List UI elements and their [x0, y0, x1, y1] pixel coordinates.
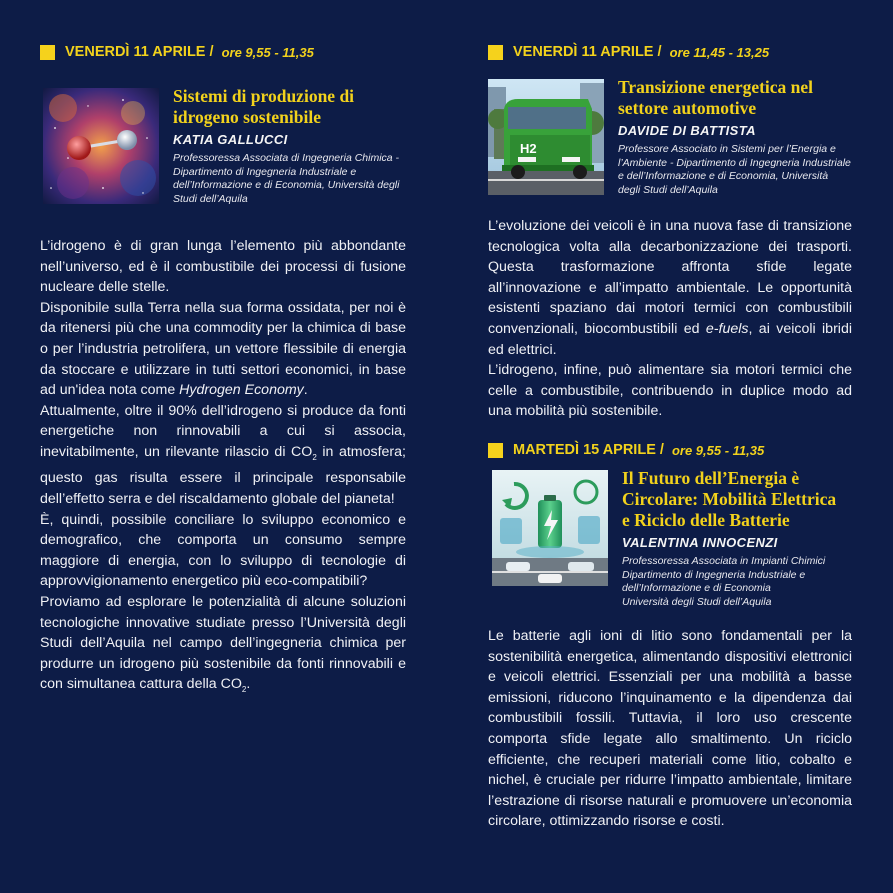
paragraph	[40, 298, 406, 401]
yellow-square-icon	[40, 45, 55, 60]
paragraph	[40, 592, 406, 701]
text-run: .	[246, 676, 251, 693]
hydrogen-bus-image	[488, 79, 604, 195]
talk-title-line: idrogeno sostenibile	[173, 107, 321, 127]
bus-h2-label: H2	[520, 141, 537, 156]
talk-card	[488, 77, 852, 197]
talk-info	[173, 88, 409, 206]
subscript: 2	[312, 452, 317, 462]
battery-recycling-image	[492, 470, 608, 586]
session-separator: /	[653, 44, 666, 60]
affiliation-line: Dipartimento di Ingegneria Industriale e	[622, 568, 806, 581]
session-day: VENERDÌ 11 APRILE	[65, 44, 206, 60]
paragraph: È, quindi, possibile conciliare lo sviluppo economico e demografico, che comporta un consumo sempre maggiore di energia, con lo sviluppo di tecnologie di approvvigionamento energetico più eco-compatibili?	[40, 511, 406, 590]
paragraph: L’idrogeno è di gran lunga l’elemento più abbondante nell’universo, ed è il combustibile dei processi di fusione nucleare delle stelle.	[40, 238, 406, 296]
text-run: Attualmente, oltre il 90% dell’idrogeno si produce da fonti energetiche non rinnovabili a cui si associa, inevitabilmente, un rilevante rilascio di CO	[40, 402, 406, 460]
affiliation-line: Professoressa Associata in Impianti Chimici	[622, 555, 826, 567]
hydrogen-molecule-image	[43, 88, 159, 204]
emphasis-text: e-fuels	[705, 320, 749, 337]
text-run: , ai veicoli ibridi ed elettrici.	[488, 320, 852, 358]
talk-description	[40, 236, 406, 701]
talk-card	[43, 88, 409, 206]
emphasis-text: Hydrogen Economy	[179, 382, 304, 399]
speaker-affiliation	[622, 555, 848, 609]
talk-title-line: e Riciclo delle Batterie	[622, 510, 790, 530]
talk-title	[618, 77, 852, 119]
text-run: in atmosfera; questo gas risulta essere il principale responsabile dell’effetto serra e del riscaldamento globale del pianeta!	[40, 443, 406, 507]
session-separator: /	[205, 44, 218, 60]
talk-card	[492, 468, 852, 609]
talk-title-line: Sistemi di produzione di	[173, 86, 355, 106]
session-day: MARTEDÌ 15 APRILE	[513, 442, 656, 458]
text-run: .	[303, 382, 308, 399]
session-time: ore 11,45 - 13,25	[669, 44, 770, 60]
paragraph	[40, 401, 406, 510]
text-run: Disponibile sulla Terra nella sua forma ossidata, per noi è da ritenersi più che una commodity per la chimica di base o per l’industria petrolifera, un vettore flessibile di energia da stoccare e utilizzare in tutti settori economici, in base ad un'idea nota come	[40, 299, 406, 399]
talk-info	[622, 468, 848, 609]
paragraph	[488, 216, 852, 360]
session-day: VENERDÌ 11 APRILE	[513, 44, 654, 60]
affiliation-line: Università degli Studi dell’Aquila	[622, 595, 772, 608]
speaker-affiliation: Professoressa Associata di Ingegneria Chimica - Dipartimento di Ingegneria Industriale e dell’Informazione e di Economia, Università degli Studi dell’Aquila	[173, 152, 400, 205]
speaker-affiliation: Professore Associato in Sistemi per l’Energia e l’Ambiente - Dipartimento di Ingegneria Industriale e dell’Informazione e di Economia, Università degli Studi dell’Aquila	[618, 143, 851, 196]
paragraph: Le batterie agli ioni di litio sono fondamentali per la sostenibilità energetica, alimentando dispositivi elettronici e veicoli elettrici. Essenziali per una mobilità a basse emissioni, riducono l’inquinamento e la dipendenza dai combustibili fossili. Tuttavia, il loro uso crescente comporta sfide legate allo smaltimento. Un riciclo efficiente, che recuperi materiali come litio, cobalto e nichel, è cruciale per ridurre l’impatto ambientale, limitare l’estrazione di risorse naturali e promuovere un’economia circolare, ottimizzando risorse e costi.	[488, 628, 852, 830]
yellow-square-icon	[488, 443, 503, 458]
speaker-name: DAVIDE DI BATTISTA	[618, 123, 756, 138]
talk-description	[488, 626, 852, 832]
talk-title	[622, 468, 848, 531]
speaker-name: KATIA GALLUCCI	[173, 132, 288, 147]
paragraph: L’idrogeno, infine, può alimentare sia motori termici che celle a combustibile, contribuendo in duplice modo ad una mobilità più sostenibile.	[488, 362, 852, 420]
talk-title-line: Circolare: Mobilità Elettrica	[622, 489, 837, 509]
talk-title-line: settore automotive	[618, 98, 757, 118]
talk-description	[488, 216, 852, 422]
talk-title	[173, 86, 409, 128]
session-header-friday-morning	[40, 42, 314, 62]
text-run: L’evoluzione dei veicoli è in una nuova fase di transizione tecnologica volta alla decarbonizzazione dei trasporti. Questa trasformazione affronta sfide legate all’innovazione e all’impatto ambientale. Le opportunità esistenti spaziano dai motori termici con combustibili convenzionali, biocombustibili ed	[488, 218, 852, 337]
talk-title-line: Il Futuro dell’Energia è	[622, 468, 800, 488]
speaker-name: VALENTINA INNOCENZI	[622, 535, 778, 550]
session-time: ore 9,55 - 11,35	[221, 44, 314, 60]
text-run: Proviamo ad esplorare le potenzialità di alcune soluzioni tecnologiche innovative studiate presso l’Università degli Studi dell’Aquila nel campo dell’ingegneria chimica per produrre un idrogeno più sostenibile da fonti rinnovabili e con simultanea cattura della CO	[40, 593, 406, 693]
affiliation-line: dell’Informazione e di Economia	[622, 582, 771, 594]
subscript: 2	[241, 685, 247, 695]
session-time: ore 9,55 - 11,35	[671, 442, 765, 458]
session-header-friday-late	[488, 42, 769, 62]
talk-info	[618, 77, 852, 197]
session-header-tuesday	[488, 440, 764, 460]
session-separator: /	[655, 442, 668, 458]
talk-title-line: Transizione energetica nel	[618, 77, 814, 97]
yellow-square-icon	[488, 45, 503, 60]
